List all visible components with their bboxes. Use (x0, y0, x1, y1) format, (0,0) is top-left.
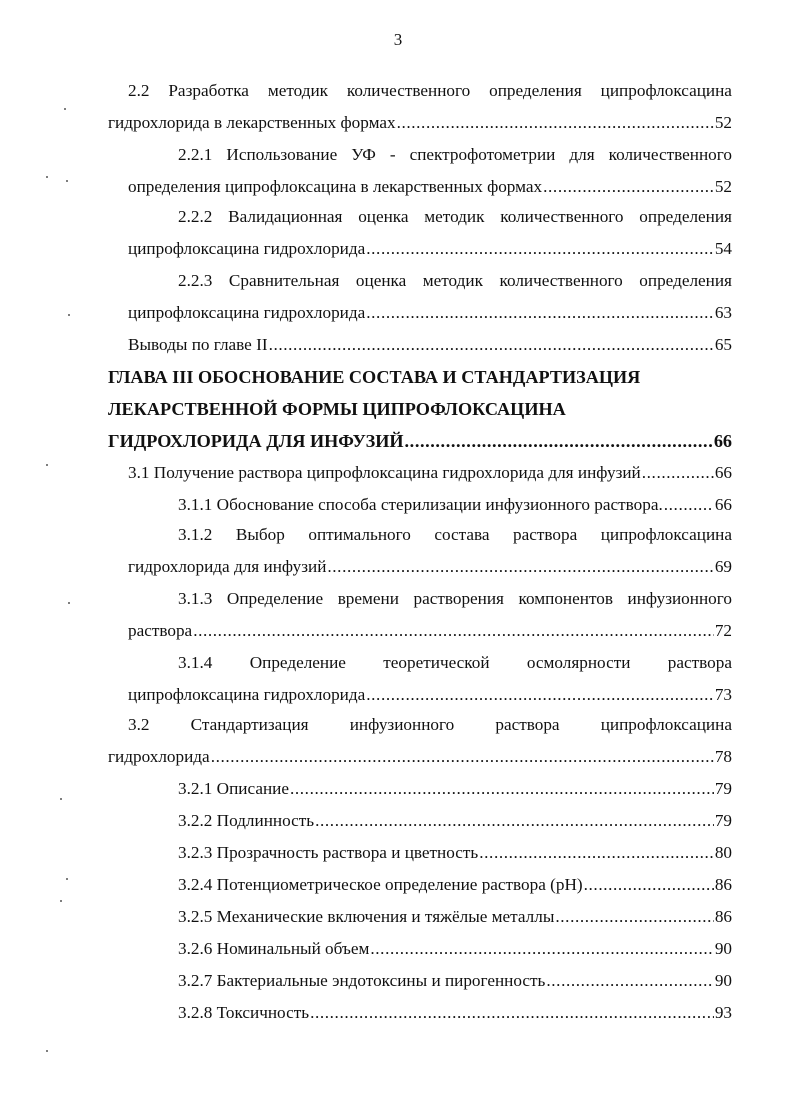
toc-word: инфузионного (627, 589, 732, 608)
toc-word: спектрофотометрии (409, 145, 556, 164)
toc-word: 3.1.2 (178, 525, 213, 544)
toc-word: УФ (351, 145, 376, 164)
toc-entry[interactable] (108, 112, 732, 134)
toc-word: Стандартизация (190, 715, 309, 734)
toc-word: определения (639, 271, 732, 290)
dot-leader (405, 430, 713, 452)
toc-word: количественного (608, 145, 732, 164)
scan-speck (60, 798, 62, 800)
scan-speck (46, 464, 48, 466)
toc-entry[interactable] (128, 176, 732, 198)
toc-entry-title: определения ципрофлоксацина в лекарственных формах (128, 177, 543, 196)
dot-leader (584, 874, 714, 896)
dot-leader (370, 938, 713, 960)
scan-speck (60, 900, 62, 902)
toc-entry-title: 3.2.4 Потенциометрическое определение раствора (pH) (178, 875, 583, 894)
toc-entry[interactable] (108, 746, 732, 768)
dot-leader (479, 842, 714, 864)
dot-leader (366, 302, 714, 324)
toc-entry[interactable] (178, 778, 732, 800)
toc-word: инфузионного (349, 715, 455, 734)
toc-word: количественного (499, 271, 623, 290)
toc-word: Валидационная (228, 207, 343, 226)
chapter-heading-line2: ЛЕКАРСТВЕННОЙ ФОРМЫ ЦИПРОФЛОКСАЦИНА (108, 399, 566, 419)
dot-leader (543, 176, 714, 198)
toc-entry[interactable] (178, 842, 732, 864)
toc-word: методик (424, 207, 485, 226)
toc-entry[interactable] (178, 938, 732, 960)
toc-word: Разработка (168, 81, 249, 100)
scan-speck (66, 878, 68, 880)
dot-leader (310, 1002, 714, 1024)
chapter-heading-line1: ГЛАВА III ОБОСНОВАНИЕ СОСТАВА И СТАНДАРТИЗАЦИЯ (108, 367, 641, 387)
toc-page-number: 93 (714, 1003, 732, 1022)
dot-leader (315, 810, 714, 832)
toc-entry-line1 (178, 206, 732, 228)
toc-entry[interactable] (128, 238, 732, 260)
toc-entry-line1 (178, 524, 732, 546)
scan-speck (46, 1050, 48, 1052)
toc-word: 2.2.2 (178, 207, 213, 226)
toc-entry[interactable] (178, 494, 732, 516)
toc-word: оценка (355, 271, 407, 290)
toc-page-number: 66 (713, 431, 732, 451)
dot-leader (211, 746, 714, 768)
dot-leader (366, 238, 714, 260)
toc-entry[interactable] (128, 302, 732, 324)
toc-word: раствора (667, 653, 732, 672)
toc-entry[interactable] (128, 620, 732, 642)
toc-word: теоретической (383, 653, 490, 672)
scan-speck (66, 180, 68, 182)
toc-page-number: 73 (714, 685, 732, 704)
toc-page-number: 86 (714, 907, 732, 926)
toc-page-number: 66 (714, 463, 732, 482)
toc-word: Сравнительная (228, 271, 340, 290)
toc-word: Использование (226, 145, 338, 164)
toc-page-number: 86 (714, 875, 732, 894)
toc-entry[interactable] (128, 334, 732, 356)
dot-leader (397, 112, 714, 134)
toc-entry-line1 (128, 714, 732, 736)
dot-leader (269, 334, 714, 356)
toc-word: количественного (500, 207, 624, 226)
toc-entry-title: 3.2.3 Прозрачность раствора и цветность (178, 843, 479, 862)
toc-word: 3.2 (128, 715, 150, 734)
toc-entry[interactable] (178, 970, 732, 992)
toc-entry-title: гидрохлорида в лекарственных формах (108, 113, 396, 132)
dot-leader (290, 778, 714, 800)
toc-page-number: 72 (714, 621, 732, 640)
toc-entry[interactable] (178, 874, 732, 896)
toc-page-number: 80 (714, 843, 732, 862)
toc-page-number: 52 (714, 177, 732, 196)
toc-page-number: 90 (714, 939, 732, 958)
toc-entry-title: ципрофлоксацина гидрохлорида (128, 303, 366, 322)
toc-page-number: 78 (714, 747, 732, 766)
toc-word: Определение (226, 589, 324, 608)
toc-entry-line1 (178, 144, 732, 166)
toc-word: компонентов (518, 589, 613, 608)
toc-word: ципрофлоксацина (600, 715, 732, 734)
toc-entry-title: ципрофлоксацина гидрохлорида (128, 685, 366, 704)
toc-word: определения (489, 81, 582, 100)
toc-entry[interactable] (128, 556, 732, 578)
toc-word: методик (422, 271, 483, 290)
toc-page-number: 79 (714, 811, 732, 830)
toc-entry[interactable] (128, 462, 732, 484)
toc-entry[interactable] (178, 1002, 732, 1024)
toc-entry-line1 (128, 80, 732, 102)
toc-entry[interactable] (178, 810, 732, 832)
toc-word: осмолярности (526, 653, 631, 672)
toc-entry-line1 (178, 652, 732, 674)
dot-leader (642, 462, 714, 484)
toc-entry-title: гидрохлорида для инфузий (128, 557, 327, 576)
toc-word: времени (337, 589, 399, 608)
toc-word: оптимального (308, 525, 411, 544)
toc-word: оценка (358, 207, 409, 226)
toc-entry-title: раствора (128, 621, 193, 640)
toc-entry-title: 3.2.6 Номинальный объем (178, 939, 370, 958)
toc-entry-title: 3.1 Получение раствора ципрофлоксацина гидрохлорида для инфузий (128, 463, 641, 482)
toc-page-number: 69 (714, 557, 732, 576)
toc-word: определения (639, 207, 732, 226)
scan-speck (64, 108, 66, 110)
toc-page-number: 79 (714, 779, 732, 798)
toc-word: состава (434, 525, 490, 544)
toc-word: ципрофлоксацина (600, 81, 732, 100)
toc-word: 2.2 (128, 81, 150, 100)
toc-entry[interactable] (108, 430, 732, 452)
toc-page-number: 63 (714, 303, 732, 322)
scan-speck (68, 602, 70, 604)
dot-leader (327, 556, 713, 578)
toc-entry[interactable] (128, 684, 732, 706)
toc-entry-title: 3.2.7 Бактериальные эндотоксины и пирогенность (178, 971, 546, 990)
toc-word: Выбор (235, 525, 285, 544)
toc-entry-title: 3.2.2 Подлинность (178, 811, 315, 830)
toc-page-number: 90 (714, 971, 732, 990)
toc-entry-title: Выводы по главе II (128, 335, 268, 354)
toc-word: количественного (346, 81, 471, 100)
toc-page-number: 66 (714, 495, 732, 514)
toc-entry-title: ГИДРОХЛОРИДА ДЛЯ ИНФУЗИЙ (108, 431, 404, 451)
toc-page-number: 54 (714, 239, 732, 258)
toc-entry-line1 (178, 588, 732, 610)
toc-page-number: 65 (714, 335, 732, 354)
scan-speck (68, 314, 70, 316)
toc-word: 3.1.3 (178, 589, 213, 608)
toc-word: раствора (495, 715, 560, 734)
toc-word: 3.1.4 (178, 653, 213, 672)
toc-word: ципрофлоксацина (600, 525, 732, 544)
toc-entry-title: 3.2.5 Механические включения и тяжёлые металлы (178, 907, 555, 926)
toc-entry-line1 (178, 270, 732, 292)
page-number: 3 (393, 30, 403, 49)
toc-entry[interactable] (178, 906, 732, 928)
toc-word: 2.2.3 (178, 271, 213, 290)
toc-word: растворения (413, 589, 504, 608)
scan-speck (46, 176, 48, 178)
toc-word: раствора (513, 525, 578, 544)
toc-entry-title: 3.2.1 Описание (178, 779, 289, 798)
dot-leader (546, 970, 713, 992)
toc-entry-title: 3.2.8 Токсичность (178, 1003, 310, 1022)
toc-word: 2.2.1 (178, 145, 213, 164)
dot-leader (366, 684, 714, 706)
toc-word: для (569, 145, 595, 164)
dot-leader (664, 494, 714, 516)
toc-word: - (389, 145, 396, 164)
toc-entry-title: 3.1.1 Обоснование способа стерилизации инфузионного раствора. (178, 495, 663, 514)
toc-word: Определение (249, 653, 346, 672)
toc-page-number: 52 (714, 113, 732, 132)
toc-entry-title: гидрохлорида (108, 747, 210, 766)
dot-leader (555, 906, 713, 928)
dot-leader (193, 620, 714, 642)
toc-entry-title: ципрофлоксацина гидрохлорида (128, 239, 366, 258)
toc-word: методик (267, 81, 328, 100)
